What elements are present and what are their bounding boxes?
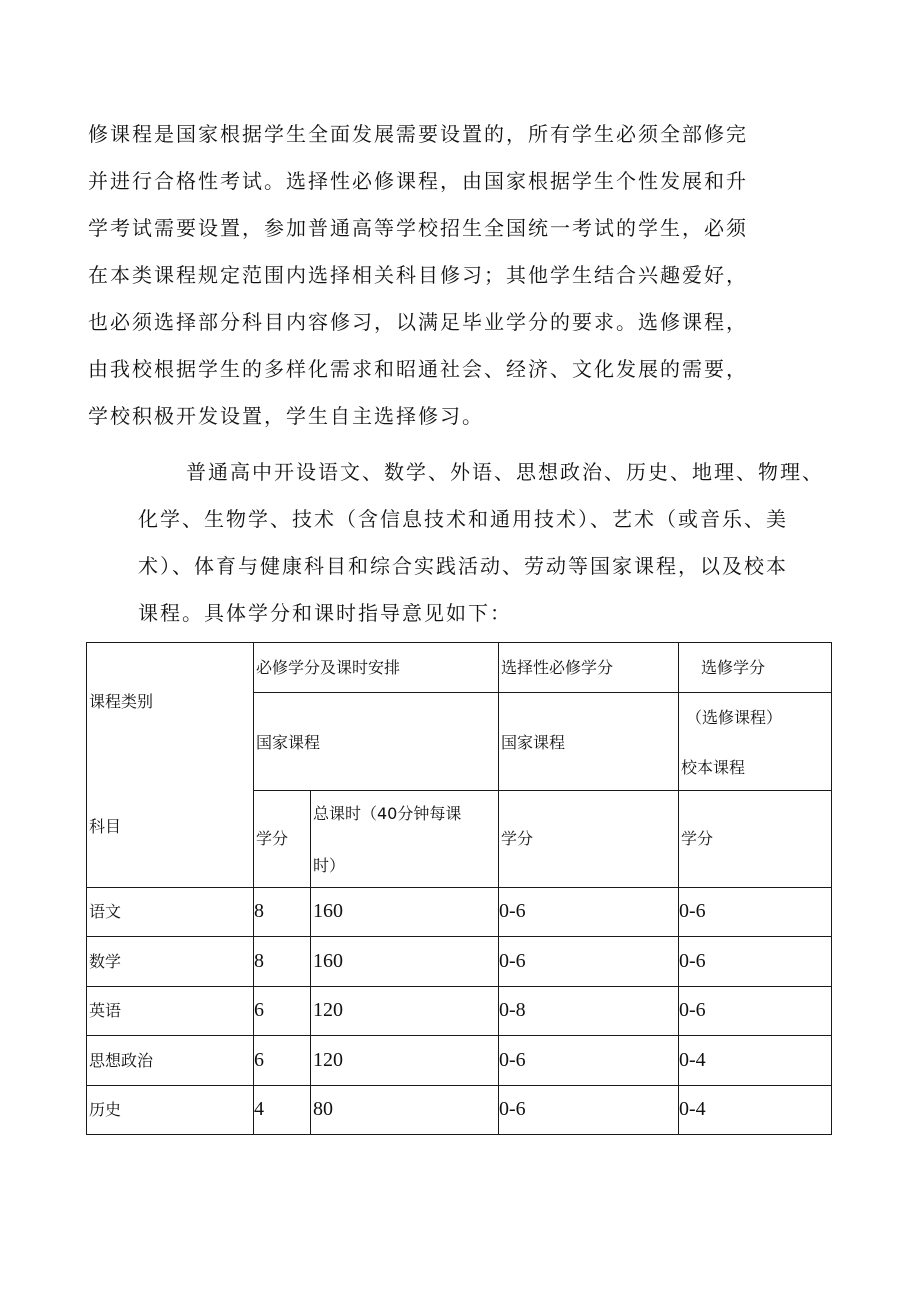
paragraph-line: 化学、生物学、技术（含信息技术和通用技术）、艺术（或音乐、美	[138, 507, 788, 531]
header-elective-sub: （选修课程）	[686, 708, 783, 727]
header-course-category: 课程类别	[89, 692, 154, 711]
paragraph-line: 课程。具体学分和课时指导意见如下：	[138, 601, 512, 625]
cell-hours: 160	[313, 950, 343, 972]
cell-hours: 80	[313, 1098, 333, 1120]
header-required-national: 国家课程	[256, 733, 321, 752]
cell-hours: 160	[313, 900, 343, 922]
header-subject: 科目	[89, 817, 122, 836]
cell-selective: 0-6	[499, 950, 526, 972]
cell-subject: 历史	[89, 1100, 122, 1119]
paragraph-line: 普通高中开设语文、数学、外语、思想政治、历史、地理、物理、	[186, 460, 824, 484]
header-required-group: 必修学分及课时安排	[256, 658, 401, 677]
table-border	[310, 790, 311, 1135]
cell-elective: 0-6	[679, 950, 706, 972]
header-selective-group: 选择性必修学分	[501, 658, 614, 677]
cell-selective: 0-8	[499, 999, 526, 1021]
header-selective-national: 国家课程	[501, 733, 566, 752]
cell-elective: 0-4	[679, 1049, 706, 1071]
cell-credit: 6	[254, 999, 264, 1021]
header-elective-group: 选修学分	[701, 658, 766, 677]
cell-selective: 0-6	[499, 1098, 526, 1120]
paragraph-line: 也必须选择部分科目内容修习，以满足毕业学分的要求。选修课程，	[88, 310, 748, 334]
cell-elective: 0-6	[679, 900, 706, 922]
cell-credit: 8	[254, 950, 264, 972]
cell-hours: 120	[313, 999, 343, 1021]
table-border	[86, 642, 87, 1135]
header-required-hours-cont: 时）	[313, 856, 346, 875]
header-elective-credit: 学分	[681, 829, 714, 848]
paragraph-line: 术）、体育与健康科目和综合实践活动、劳动等国家课程，以及校本	[138, 554, 788, 578]
cell-subject: 思想政治	[89, 1051, 154, 1070]
cell-elective: 0-6	[679, 999, 706, 1021]
cell-hours: 120	[313, 1049, 343, 1071]
header-elective-school: 校本课程	[681, 758, 746, 777]
paragraph-line: 由我校根据学生的多样化需求和昭通社会、经济、文化发展的需要，	[88, 357, 748, 381]
table-border	[831, 642, 832, 1135]
cell-credit: 6	[254, 1049, 264, 1071]
table-border	[253, 692, 832, 693]
table-border	[86, 887, 832, 888]
cell-credit: 4	[254, 1098, 264, 1120]
paragraph-line: 在本类课程规定范围内选择相关科目修习；其他学生结合兴趣爱好，	[88, 263, 748, 287]
table-border	[86, 1035, 832, 1036]
cell-selective: 0-6	[499, 1049, 526, 1071]
cell-elective: 0-4	[679, 1098, 706, 1120]
cell-subject: 英语	[89, 1001, 122, 1020]
table-border	[86, 936, 832, 937]
header-required-hours: 总课时（40分钟每课	[313, 804, 462, 823]
table-border	[86, 642, 832, 643]
cell-credit: 8	[254, 900, 264, 922]
paragraph-line: 学考试需要设置，参加普通高等学校招生全国统一考试的学生，必须	[88, 216, 748, 240]
paragraph-line: 并进行合格性考试。选择性必修课程，由国家根据学生个性发展和升	[88, 169, 748, 193]
table-border	[253, 790, 832, 791]
table-border	[86, 1134, 832, 1135]
cell-subject: 语文	[89, 902, 122, 921]
paragraph-line: 学校积极开发设置，学生自主选择修习。	[88, 404, 484, 428]
cell-selective: 0-6	[499, 900, 526, 922]
table-border	[86, 986, 832, 987]
paragraph-line: 修课程是国家根据学生全面发展需要设置的，所有学生必须全部修完	[88, 122, 748, 146]
header-required-credit: 学分	[256, 829, 289, 848]
table-border	[86, 1085, 832, 1086]
header-selective-credit: 学分	[501, 829, 534, 848]
cell-subject: 数学	[89, 952, 122, 971]
